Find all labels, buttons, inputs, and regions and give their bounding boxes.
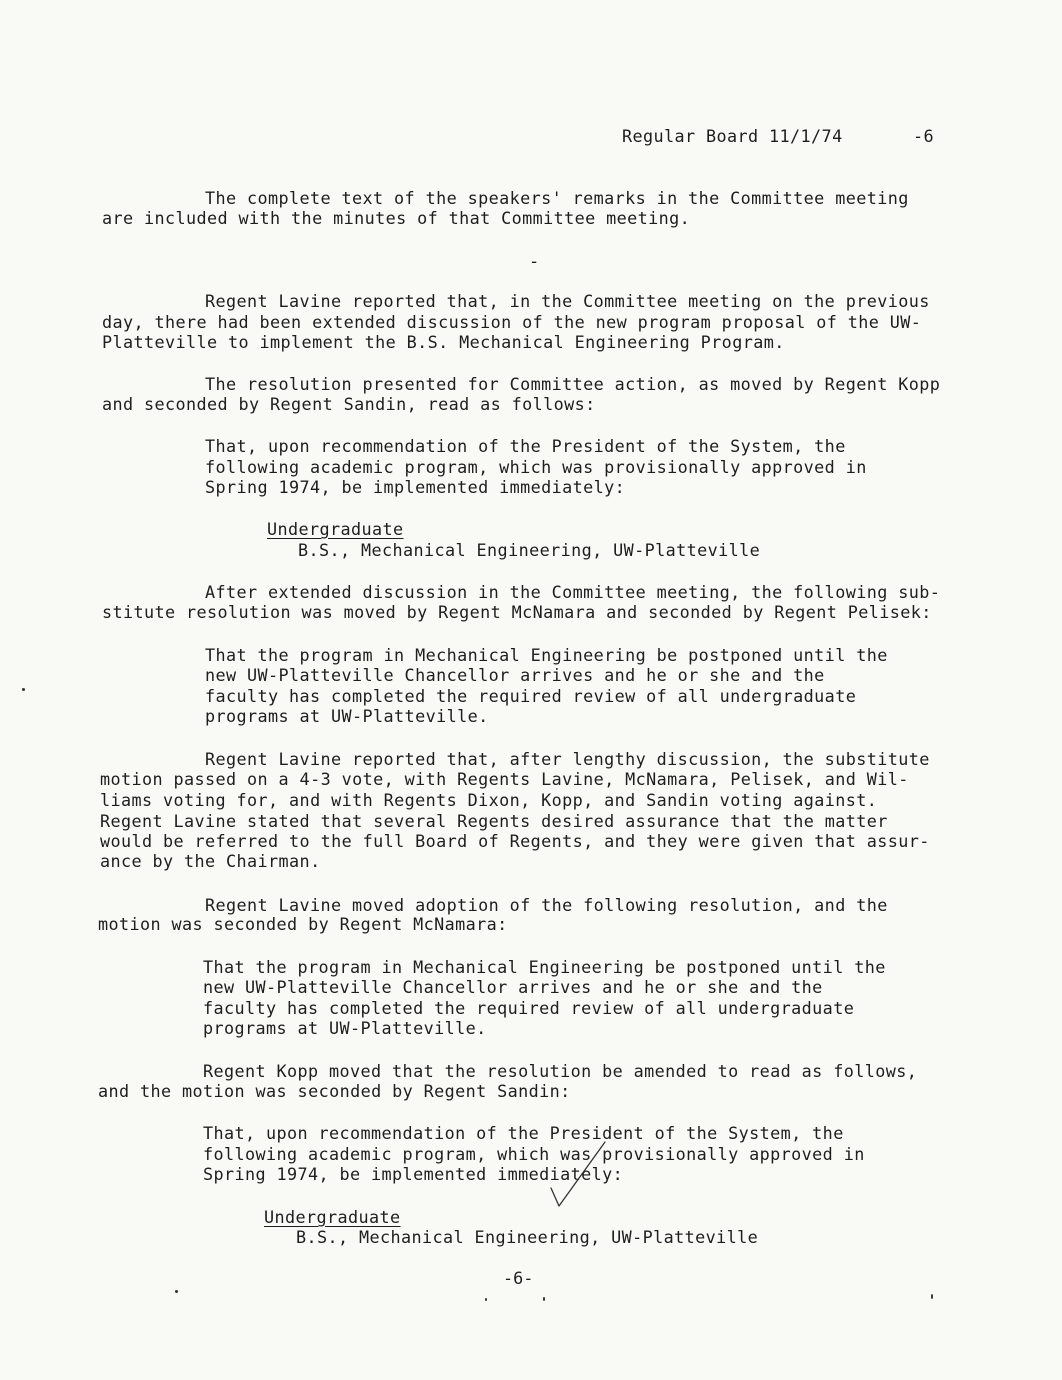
- text-line: Regent Lavine reported that, after lengthy discussion, the substitute: [205, 749, 930, 769]
- program-heading: Undergraduate: [267, 519, 404, 539]
- check-mark-icon: [545, 1140, 625, 1220]
- header-page-ref: -6: [913, 126, 935, 146]
- text-line: and the motion was seconded by Regent Sandin:: [98, 1081, 571, 1101]
- text-line: liams voting for, and with Regents Dixon, Kopp, and Sandin voting against.: [100, 790, 878, 810]
- text-line: programs at UW-Platteville.: [203, 1018, 487, 1038]
- text-line: faculty has completed the required review of all undergraduate: [205, 686, 857, 706]
- text-line: motion passed on a 4-3 vote, with Regents Lavine, McNamara, Pelisek, and Wil-: [100, 769, 909, 789]
- text-line: Regent Lavine reported that, in the Committee meeting on the previous: [205, 291, 930, 311]
- text-line: motion was seconded by Regent McNamara:: [98, 914, 508, 934]
- program-item: B.S., Mechanical Engineering, UW-Platteville: [298, 540, 761, 560]
- text-line: following academic program, which was provisionally approved in: [205, 457, 867, 477]
- text-line: That the program in Mechanical Engineering be postponed until the: [205, 645, 888, 665]
- text-line: That the program in Mechanical Engineering be postponed until the: [203, 957, 886, 977]
- text-line: Regent Kopp moved that the resolution be amended to read as follows,: [203, 1061, 918, 1081]
- text-line: That, upon recommendation of the President of the System, the: [203, 1123, 844, 1143]
- text-line: Spring 1974, be implemented immediately:: [205, 477, 626, 497]
- text-line: The complete text of the speakers' remarks in the Committee meeting: [205, 188, 909, 208]
- text-line: would be referred to the full Board of Regents, and they were given that assur-: [100, 831, 930, 851]
- page-number: -6-: [503, 1268, 534, 1288]
- text-line: new UW-Platteville Chancellor arrives and he or she and the: [205, 665, 825, 685]
- text-line: and seconded by Regent Sandin, read as follows:: [102, 394, 596, 414]
- scan-speck: [543, 1297, 545, 1301]
- program-heading: Undergraduate: [264, 1207, 401, 1227]
- text-line: programs at UW-Platteville.: [205, 706, 489, 726]
- scan-speck: [931, 1294, 933, 1299]
- scan-speck: [175, 1290, 178, 1293]
- text-line: That, upon recommendation of the President of the System, the: [205, 436, 846, 456]
- text-line: new UW-Platteville Chancellor arrives and he or she and the: [203, 977, 823, 997]
- program-item: B.S., Mechanical Engineering, UW-Platteville: [296, 1227, 759, 1247]
- text-line: faculty has completed the required review of all undergraduate: [203, 998, 855, 1018]
- text-line: day, there had been extended discussion of the new program proposal of the UW-: [102, 312, 922, 332]
- text-line: following academic program, which was provisionally approved in: [203, 1144, 865, 1164]
- text-line: Platteville to implement the B.S. Mechanical Engineering Program.: [102, 332, 785, 352]
- scan-speck: [22, 688, 25, 691]
- text-line: The resolution presented for Committee action, as moved by Regent Kopp: [205, 374, 941, 394]
- text-line: Regent Lavine stated that several Regents desired assurance that the matter: [100, 811, 888, 831]
- header-title: Regular Board 11/1/74: [622, 126, 843, 146]
- text-line: ance by the Chairman.: [100, 851, 321, 871]
- text-line: Regent Lavine moved adoption of the following resolution, and the: [205, 895, 888, 915]
- text-line: Spring 1974, be implemented immediately:: [203, 1164, 624, 1184]
- text-line: are included with the minutes of that Committee meeting.: [102, 208, 691, 228]
- scan-speck: [485, 1298, 487, 1301]
- text-line: After extended discussion in the Committee meeting, the following sub-: [205, 582, 941, 602]
- text-line: stitute resolution was moved by Regent McNamara and seconded by Regent Pelisek:: [102, 602, 932, 622]
- stray-mark: -: [529, 252, 540, 272]
